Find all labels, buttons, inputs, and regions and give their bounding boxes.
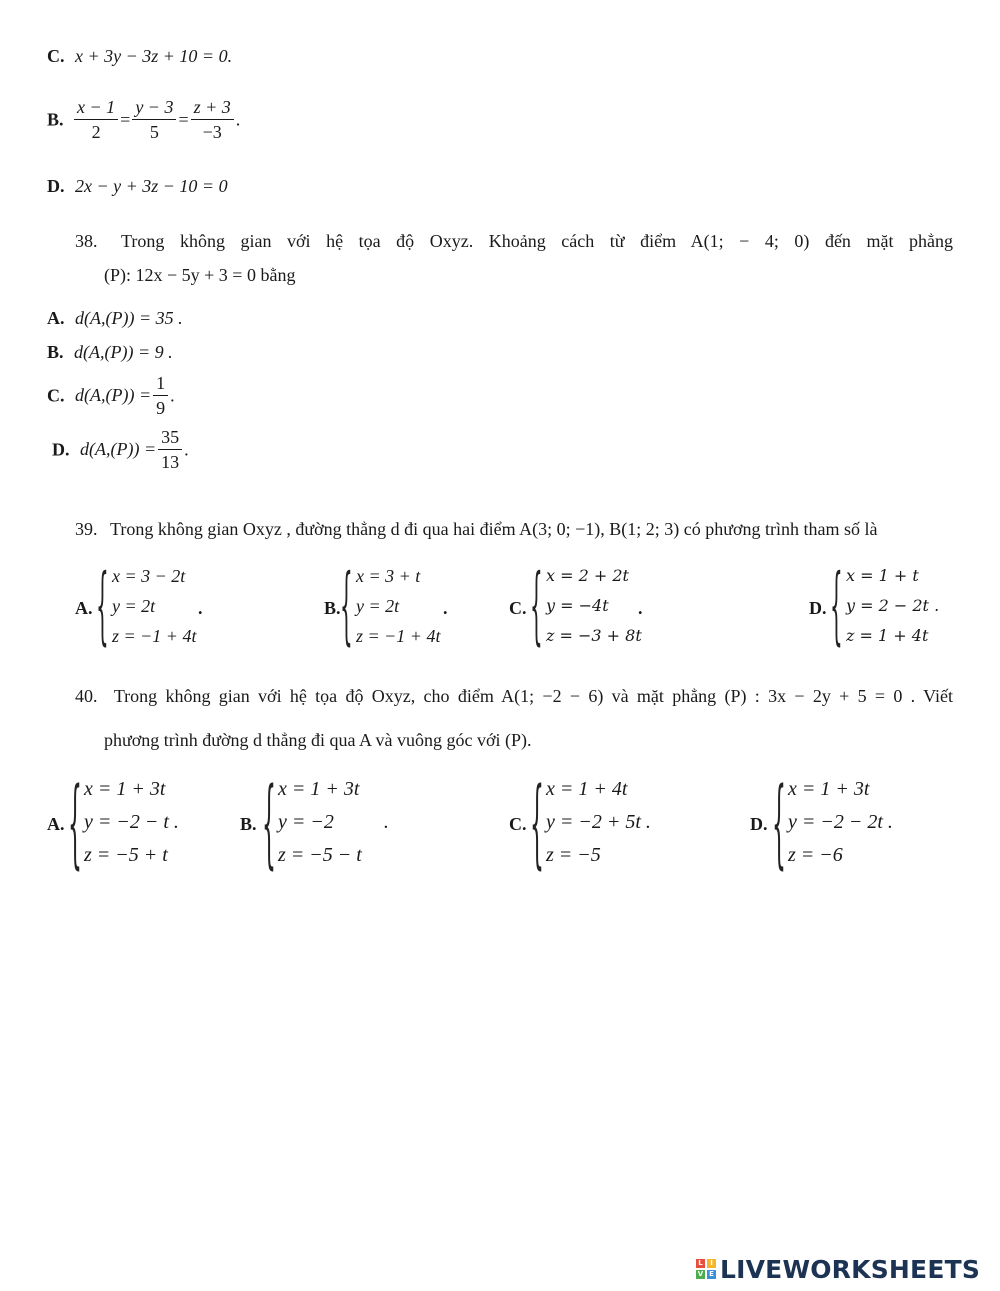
q38-stem [75,224,953,292]
option-label: C. [47,385,65,406]
equation-line: y = 2t [112,596,156,616]
logo-tile: L [696,1259,705,1268]
equation-line: y = −2 + 5t . [546,811,651,833]
numerator: z + 3 [191,98,234,120]
numerator: x − 1 [74,98,118,120]
liveworksheets-logo[interactable] [696,1252,980,1286]
q40-option-a-label: A. [47,814,65,834]
equation-line: z = −1 + 4t [112,626,197,646]
q38-text-line2: (P): 12x − 5y + 3 = 0 bằng [104,265,296,285]
denominator: 5 [149,121,159,142]
equation-line: y = 2t [356,596,400,616]
fraction [158,428,182,472]
denominator: 13 [161,451,180,472]
q38-option-a [47,308,183,329]
option-expression: d(A,(P)) = 9 . [74,342,173,362]
numerator: 35 [158,428,182,450]
equation-line: z = −3 + 8t [546,626,642,645]
denominator: −3 [202,121,222,142]
equation-line: x = 1 + 3t [278,778,360,800]
option-label: C. [47,46,65,66]
equation-line: z = −5 − t [278,844,362,866]
brace: { [530,768,544,881]
equation-line: z = −5 [546,844,601,866]
option-expression: 2x − y + 3z − 10 = 0 [75,176,228,196]
denominator: 9 [156,397,166,418]
logo-tile: E [707,1270,716,1279]
q40-option-b-label: B. [240,814,257,834]
option-label: A. [47,308,65,328]
equation-line: y = −2 − t . [84,811,179,833]
equation-line: x = 1 + 3t [84,778,166,800]
equation-line: z = 1 + 4t [846,626,929,645]
equation-line: y = −2 . [278,811,389,833]
equation-line: y = −2 − 2t . [788,811,893,833]
equation-line: x = 1 + 3t [788,778,870,800]
question-number: 40. [75,686,98,706]
option-label: B. [47,109,64,130]
q38-text-line1: Trong không gian với hệ tọa độ Oxyz. Khoảng cách từ điểm A(1; − 4; 0) đến mặt phẳng [121,231,954,251]
denominator: 2 [91,121,101,142]
logo-tile: I [707,1259,716,1268]
equation-line: x = 3 + t [356,566,421,586]
equation-line: x = 2 + 2t [546,566,629,585]
q39-option-b-label: B. [324,598,341,618]
q40-text-line1: Trong không gian với hệ tọa độ Oxyz, cho điểm A(1; −2 − 6) và mặt phẳng (P) : 3x − 2y + 5 = 0 . Viết [113,686,954,706]
equation-line: z = −5 + t [84,844,168,866]
brace: { [772,768,786,881]
equation-line: x = 1 + 4t [546,778,628,800]
option-expression: d(A,(P)) = [80,439,157,460]
equation-line: x = 1 + t [846,566,919,585]
period: . [638,598,643,618]
option-expression: x + 3y − 3z + 10 = 0. [75,46,233,66]
brace: { [530,558,543,655]
q40-option-c-label: C. [509,814,527,834]
q38-option-b [47,342,173,363]
logo-tiles-icon [696,1259,716,1279]
q38-option-c: C. d(A,(P)) = $\frac{1}{9}$ . [47,373,175,418]
q39-option-a-label: A. [75,598,93,618]
fraction-y [132,98,176,142]
equation-line: y = 2 − 2t . [846,596,940,615]
question-number: 38. [75,231,98,251]
equation-line: x = 3 − 2t [112,566,186,586]
q39-option-d-label: D. [809,598,827,618]
fraction [153,374,168,418]
q40-stem [75,674,953,762]
q39-text: Trong không gian Oxyz , đường thẳng d đi qua hai điểm A(3; 0; −1), B(1; 2; 3) có phương trình tham số là [110,519,878,539]
logo-text: LIVEWORKSHEETS [720,1254,981,1284]
equation-line: y = −4t [546,596,609,615]
option-expression: d(A,(P)) = [75,385,152,406]
fraction-x [74,98,118,142]
q39-option-c-label: C. [509,598,527,618]
option-label: D. [47,176,65,196]
option-label: D. [52,439,70,460]
brace: { [96,558,109,655]
fraction-z [191,98,234,142]
numerator: 1 [153,374,168,396]
brace: { [830,558,843,655]
period: . [443,598,448,618]
equation-line: z = −1 + 4t [356,626,441,646]
question-number: 39. [75,519,98,539]
q38-option-d: D. d(A,(P)) = $\frac{35}{13}$ . [52,427,189,472]
logo-tile: V [697,1270,704,1278]
brace: { [340,558,353,655]
q37-option-b: B. $\frac{x - 1}{2}$ = $\frac{y - 3}{5}$ = $\frac{z + 3}{-3}$ . [47,97,241,142]
equation-line: z = −6 [788,844,843,866]
q40-option-d-label: D. [750,814,768,834]
brace: { [262,768,276,881]
option-expression: d(A,(P)) = 35 . [75,308,183,328]
period: . [198,598,203,618]
q37-option-c [47,46,232,67]
option-label: B. [47,342,64,362]
numerator: y − 3 [132,98,176,120]
q39-stem [75,512,877,546]
q37-option-d [47,176,228,197]
brace: { [68,768,82,881]
q40-text-line2: phương trình đường d thẳng đi qua A và vuông góc với (P). [104,730,532,750]
